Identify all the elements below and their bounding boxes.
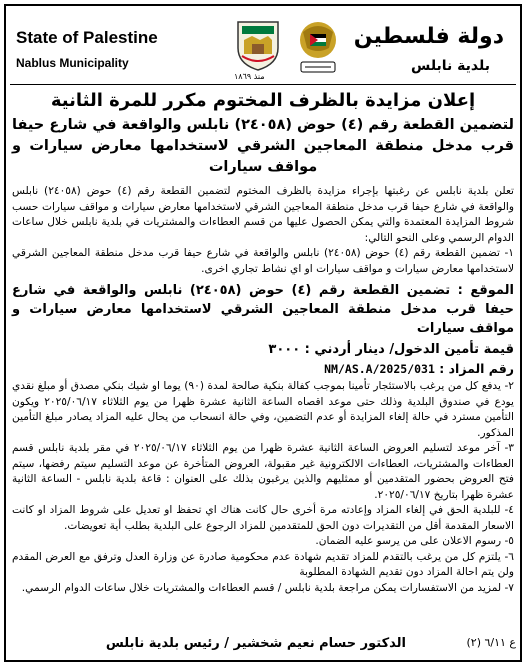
municipality-logo-icon (230, 18, 286, 72)
arabic-state-name: دولة فلسطين (353, 24, 504, 49)
clause-4: ٤- للبلدية الحق في إلغاء المزاد وإعادته مرة أخرى حال كانت هناك اي تحفظ او تعديل على شروط المزاد او كانت الاسعار المقدمة أقل من التقديرات دون الحق للمتقدمين للمزاد الرجوع على البلدية بطلب أية تعويضات. (12, 504, 514, 532)
auction-reference (12, 359, 514, 379)
notice-subtitle: لتضمين القطعة رقم (٤) حوض (٢٤٠٥٨) نابلس والواقعة في شارع حيفا قرب مدخل منطقة المعاجين الشرقي لاستخدامها معارض سيارات و مواقف سيارات (12, 117, 515, 175)
clause-1: ١- تضمين القطعة رقم (٤) حوض (٢٤٠٥٨) نابلس والواقعة في شارع حيفا قرب مدخل منطقة المعاجين الشرقي لاستخدامها معارض سيارات و مواقف سيارات او اي نشاط تجاري اخرى. (12, 247, 514, 275)
logo-caption: منذ ١٨٦٩ (234, 72, 265, 81)
notice-title: إعلان مزايدة بالظرف المختوم مكرر للمرة الثانية (50, 90, 476, 111)
clause-7: ٧- لمزيد من الاستفسارات يمكن مراجعة بلدية نابلس / قسم العطاءات والمشتريات خلال ساعات الدوام الرسمي. (21, 581, 514, 594)
english-state-name: State of Palestine (16, 28, 158, 47)
letterhead (6, 6, 520, 86)
intro-paragraph: تعلن بلدية نابلس عن رغبتها بإجراء مزايدة بالظرف المختوم لتضمين القطعة رقم (٤) حوض (٢٤٠٥٨) نابلس والواقعة في شارع حيفا قرب مدخل منطقة المعاجين الشرقي لاستخدامها معارض سيارات و مواقف سيارات حسب شروط المزايدة المعتمدة والتي يمكن الحصول عليها من قسم العطاءات والمشتريات في بلدية نابلس خلال ساعات الدوام الرسمي وعلى النحو التالي: (12, 185, 515, 244)
publication-code: ع ٦/١١ (٢) (466, 636, 516, 649)
clause-5: ٥- رسوم الاعلان على من يرسو عليه الضمان. (315, 535, 514, 547)
english-municipality-name: Nablus Municipality (16, 56, 129, 70)
notice-body (12, 88, 514, 596)
header-divider (10, 84, 516, 85)
signatory: الدكتور حسام نعيم شخشير / رئيس بلدية نابلس (105, 636, 406, 651)
arabic-municipality-name: بلدية نابلس (411, 58, 490, 74)
location-line: الموقع : تضمين القطعة رقم (٤) حوض (٢٤٠٥٨) نابلس والواقعة في شارع حيفا قرب مدخل منطقة المعاجين الشرقي لاستخدامها معارض سيارات و مواقف سيارات (12, 283, 514, 336)
clause-6: ٦- يلتزم كل من يرغب بالتقدم للمزاد تقديم شهادة عدم محكومية صادرة عن وزارة العدل وترفق مع العرض المقدم ولن يتم احالة المزاد دون تقديم الشهادة المطلوبة (12, 550, 514, 578)
reference-label: رقم المزاد : (439, 361, 514, 376)
entry-fee: قيمة تأمين الدخول/ دينار أردني : ٣٠٠٠ (268, 342, 514, 357)
reference-number: NM/AS.A/2025/031 (324, 362, 435, 376)
palestine-emblem-icon (291, 18, 345, 76)
clause-3: ٣- آخر موعد لتسليم العروض الساعة الثانية عشرة ظهرا من يوم الثلاثاء ٢٠٢٥/٠٦/١٧ في مقر بلدية نابلس قسم العطاءات والمشتريات، العطاءات الالكترونية غير مقبولة، العروض المتأخرة عن موعد التسليم سيتم رفضها، سيتم فتح العروض بحضور المتقدمين أو ممثليهم والذين يرغبون بذلك على العنوان : قاعة بلدية نابلس - الساعة الثانية عشرة ظهرا بتاريخ ٢٠٢٥/٠٦/١٧. (12, 442, 514, 501)
clause-2: ٢- يدفع كل من يرغب بالاستئجار تأمينا بموجب كفالة بنكية صالحة لمدة (٩٠) يوما او شيك بنكي مصدق أو مبلغ نقدي يودع في صندوق البلدية وذلك حتى موعد اقصاه الساعة الثانية عشرة ظهرا من يوم الثلاثاء ٢٠٢٥/٠٦/١٧ ويكون التأمين مسترد في حالة إلغاء المزايدة أو عدم التضمين، وفي حالة انسحاب من يحال عليه المزاد يصادر مبلغ التأمين المذكور. (12, 380, 514, 439)
